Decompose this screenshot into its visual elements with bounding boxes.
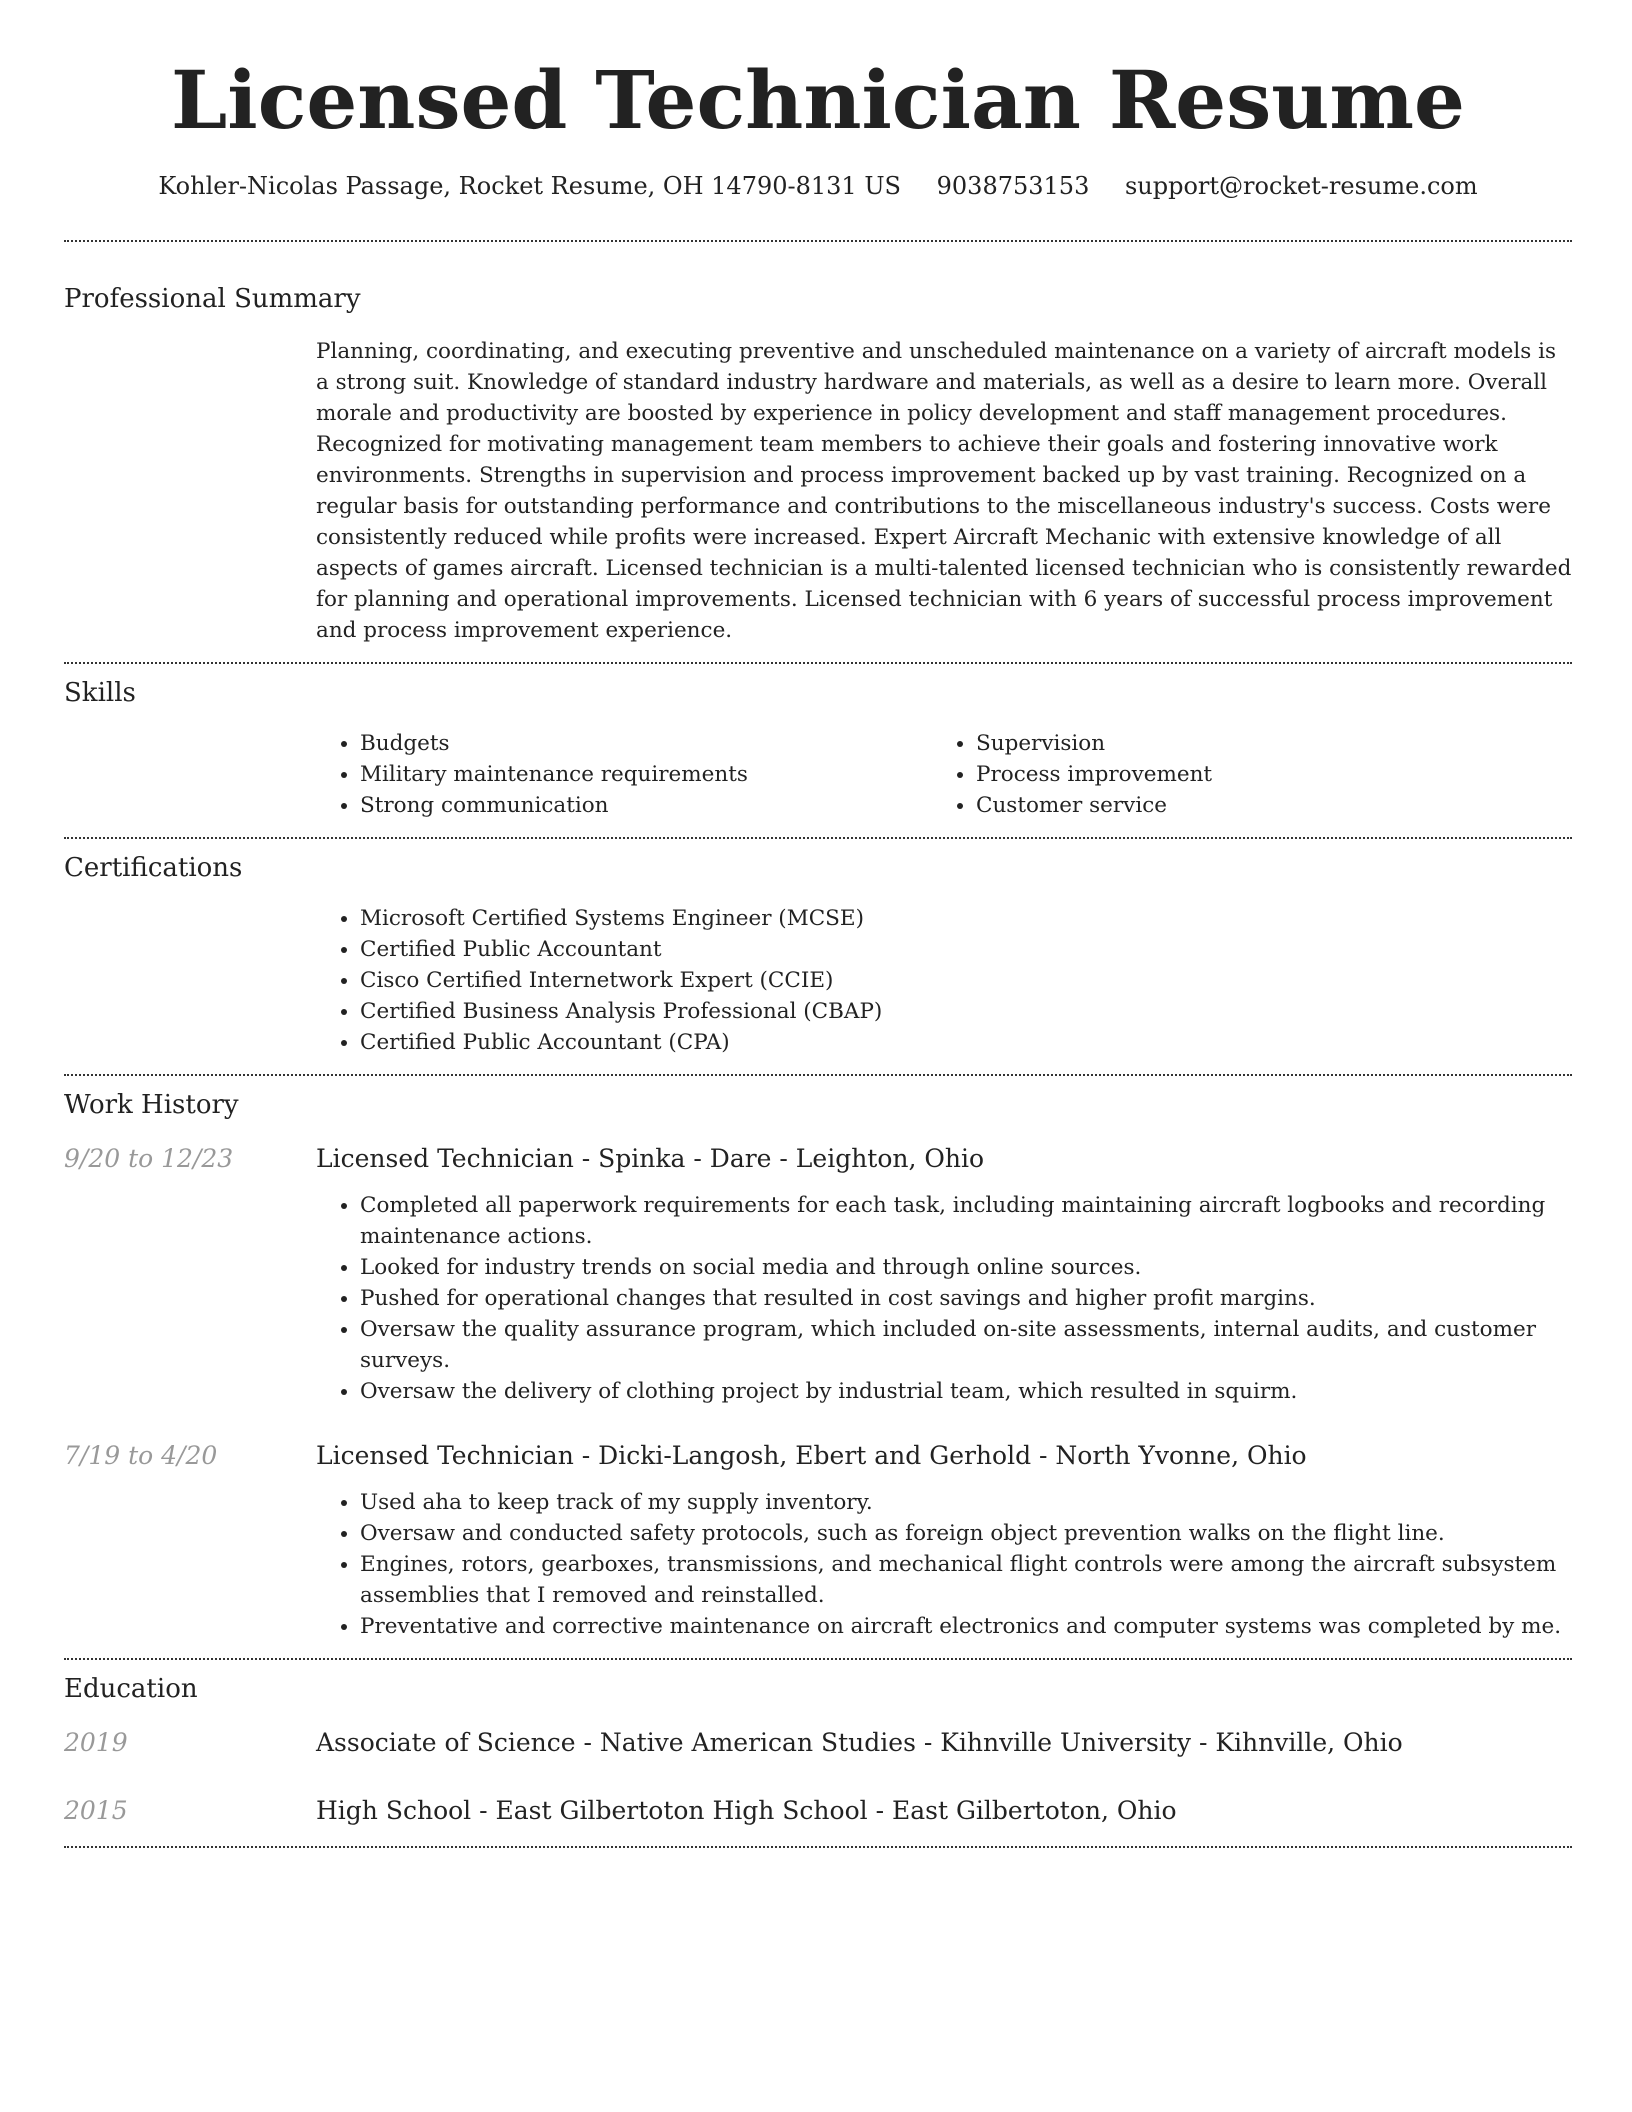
- job-bullet: • Engines, rotors, gearboxes, transmissions, and mechanical flight controls were among the aircraft subsystem assemblies that I removed and reinstalled.: [360, 1549, 1572, 1611]
- certification-item: • Certified Public Accountant: [360, 934, 1572, 965]
- job-header: [64, 1439, 1572, 1473]
- work-heading: Work History: [64, 1090, 239, 1120]
- contact-line: [64, 170, 1572, 202]
- job-header: [64, 1142, 1572, 1176]
- divider: [64, 662, 1572, 664]
- job-bullet: • Looked for industry trends on social media and through online sources.: [360, 1252, 1572, 1283]
- education-heading: Education: [64, 1674, 198, 1704]
- education-school: - Kihnville University - Kihnville, Ohio: [915, 1728, 1403, 1757]
- certification-item: • Microsoft Certified Systems Engineer (MCSE): [360, 903, 1572, 934]
- skills-grid: [316, 728, 1572, 821]
- job-title-line: [316, 1439, 1307, 1473]
- certification-item: • Certified Business Analysis Professional (CBAP): [360, 996, 1572, 1027]
- work-section: [64, 1088, 1572, 1642]
- summary-section: [64, 282, 1572, 646]
- job-bullet: • Pushed for operational changes that resulted in cost savings and higher profit margins.: [360, 1283, 1572, 1314]
- skill-item: • Budgets: [360, 728, 932, 759]
- skills-heading: Skills: [64, 678, 136, 708]
- job-employer: - Spinka - Dare - Leighton, Ohio: [573, 1144, 985, 1173]
- job-title: Licensed Technician: [316, 1144, 574, 1173]
- resume-page: [64, 0, 1572, 1848]
- education-section: [64, 1672, 1572, 1828]
- job-bullets: [316, 1487, 1572, 1642]
- job-bullet: • Completed all paperwork requirements for each task, including maintaining aircraft logbooks and recording maintenance actions.: [360, 1190, 1572, 1252]
- job-title: Licensed Technician: [316, 1441, 574, 1470]
- education-line: [316, 1726, 1403, 1760]
- certification-item: • Cisco Certified Internetwork Expert (CCIE): [360, 965, 1572, 996]
- skill-item: • Process improvement: [976, 759, 1548, 790]
- skills-list-right: [932, 728, 1548, 821]
- certifications-list: [316, 903, 1572, 1058]
- job-entry: [64, 1439, 1572, 1642]
- divider: [64, 1846, 1572, 1848]
- skill-item: • Supervision: [976, 728, 1548, 759]
- summary-heading: Professional Summary: [64, 284, 361, 314]
- job-title-line: [316, 1142, 984, 1176]
- education-degree: High School: [316, 1796, 472, 1825]
- skill-item: • Customer service: [976, 790, 1548, 821]
- job-dates: 7/19 to 4/20: [64, 1441, 218, 1470]
- job-bullet: • Oversaw the quality assurance program, which included on-site assessments, internal audits, and customer surveys.: [360, 1314, 1572, 1376]
- education-degree: Associate of Science - Native American Studies: [316, 1728, 916, 1757]
- job-employer: - Dicki-Langosh, Ebert and Gerhold - North Yvonne, Ohio: [573, 1441, 1307, 1470]
- contact-email: support@rocket-resume.com: [1124, 172, 1478, 200]
- job-bullets-wrap: [316, 1190, 1572, 1407]
- education-year: 2015: [64, 1796, 128, 1825]
- certification-item: • Certified Public Accountant (CPA): [360, 1027, 1572, 1058]
- job-dates: 9/20 to 12/23: [64, 1144, 234, 1173]
- education-year: 2019: [64, 1728, 128, 1757]
- education-entry: [64, 1726, 1572, 1760]
- job-bullet: • Oversaw the delivery of clothing project by industrial team, which resulted in squirm.: [360, 1376, 1572, 1407]
- divider: [64, 1074, 1572, 1076]
- job-bullets-wrap: [316, 1487, 1572, 1642]
- education-line: [316, 1794, 1177, 1828]
- contact-address: Kohler-Nicolas Passage, Rocket Resume, OH 14790-8131 US: [158, 172, 901, 200]
- education-school: - East Gilbertoton High School - East Gilbertoton, Ohio: [471, 1796, 1177, 1825]
- skills-list-left: [316, 728, 932, 821]
- job-bullet: • Used aha to keep track of my supply inventory.: [360, 1487, 1572, 1518]
- skill-item: • Strong communication: [360, 790, 932, 821]
- skill-item: • Military maintenance requirements: [360, 759, 932, 790]
- certifications-list-wrap: [316, 903, 1572, 1058]
- skills-section: [64, 676, 1572, 821]
- divider: [64, 1658, 1572, 1660]
- contact-phone: 9038753153: [936, 172, 1090, 200]
- education-entry: [64, 1794, 1572, 1828]
- divider: [64, 837, 1572, 839]
- job-bullets: [316, 1190, 1572, 1407]
- certifications-heading: Certifications: [64, 853, 243, 883]
- summary-text: Planning, coordinating, and executing preventive and unscheduled maintenance on a variety of aircraft models is a strong suit. Knowledge of standard industry hardware and materials, as well as a desire to learn more. Overall morale and productivity are boosted by experience in policy development and staff management procedures. Recognized for motivating management team members to achieve their goals and fostering innovative work environments. Strengths in supervision and process improvement backed up by vast training. Recognized on a regular basis for outstanding performance and contributions to the miscellaneous industry's success. Costs were consistently reduced while profits were increased. Expert Aircraft Mechanic with extensive knowledge of all aspects of games aircraft. Licensed technician is a multi-talented licensed technician who is consistently rewarded for planning and operational improvements. Licensed technician with 6 years of successful process improvement and process improvement experience.: [316, 339, 1572, 643]
- divider: [64, 240, 1572, 242]
- job-bullet: • Oversaw and conducted safety protocols, such as foreign object prevention walks on the flight line.: [360, 1518, 1572, 1549]
- job-bullet: • Preventative and corrective maintenance on aircraft electronics and computer systems was completed by me.: [360, 1611, 1572, 1642]
- resume-title: Licensed Technician Resume: [171, 53, 1465, 147]
- job-entry: [64, 1142, 1572, 1407]
- certifications-section: [64, 851, 1572, 1058]
